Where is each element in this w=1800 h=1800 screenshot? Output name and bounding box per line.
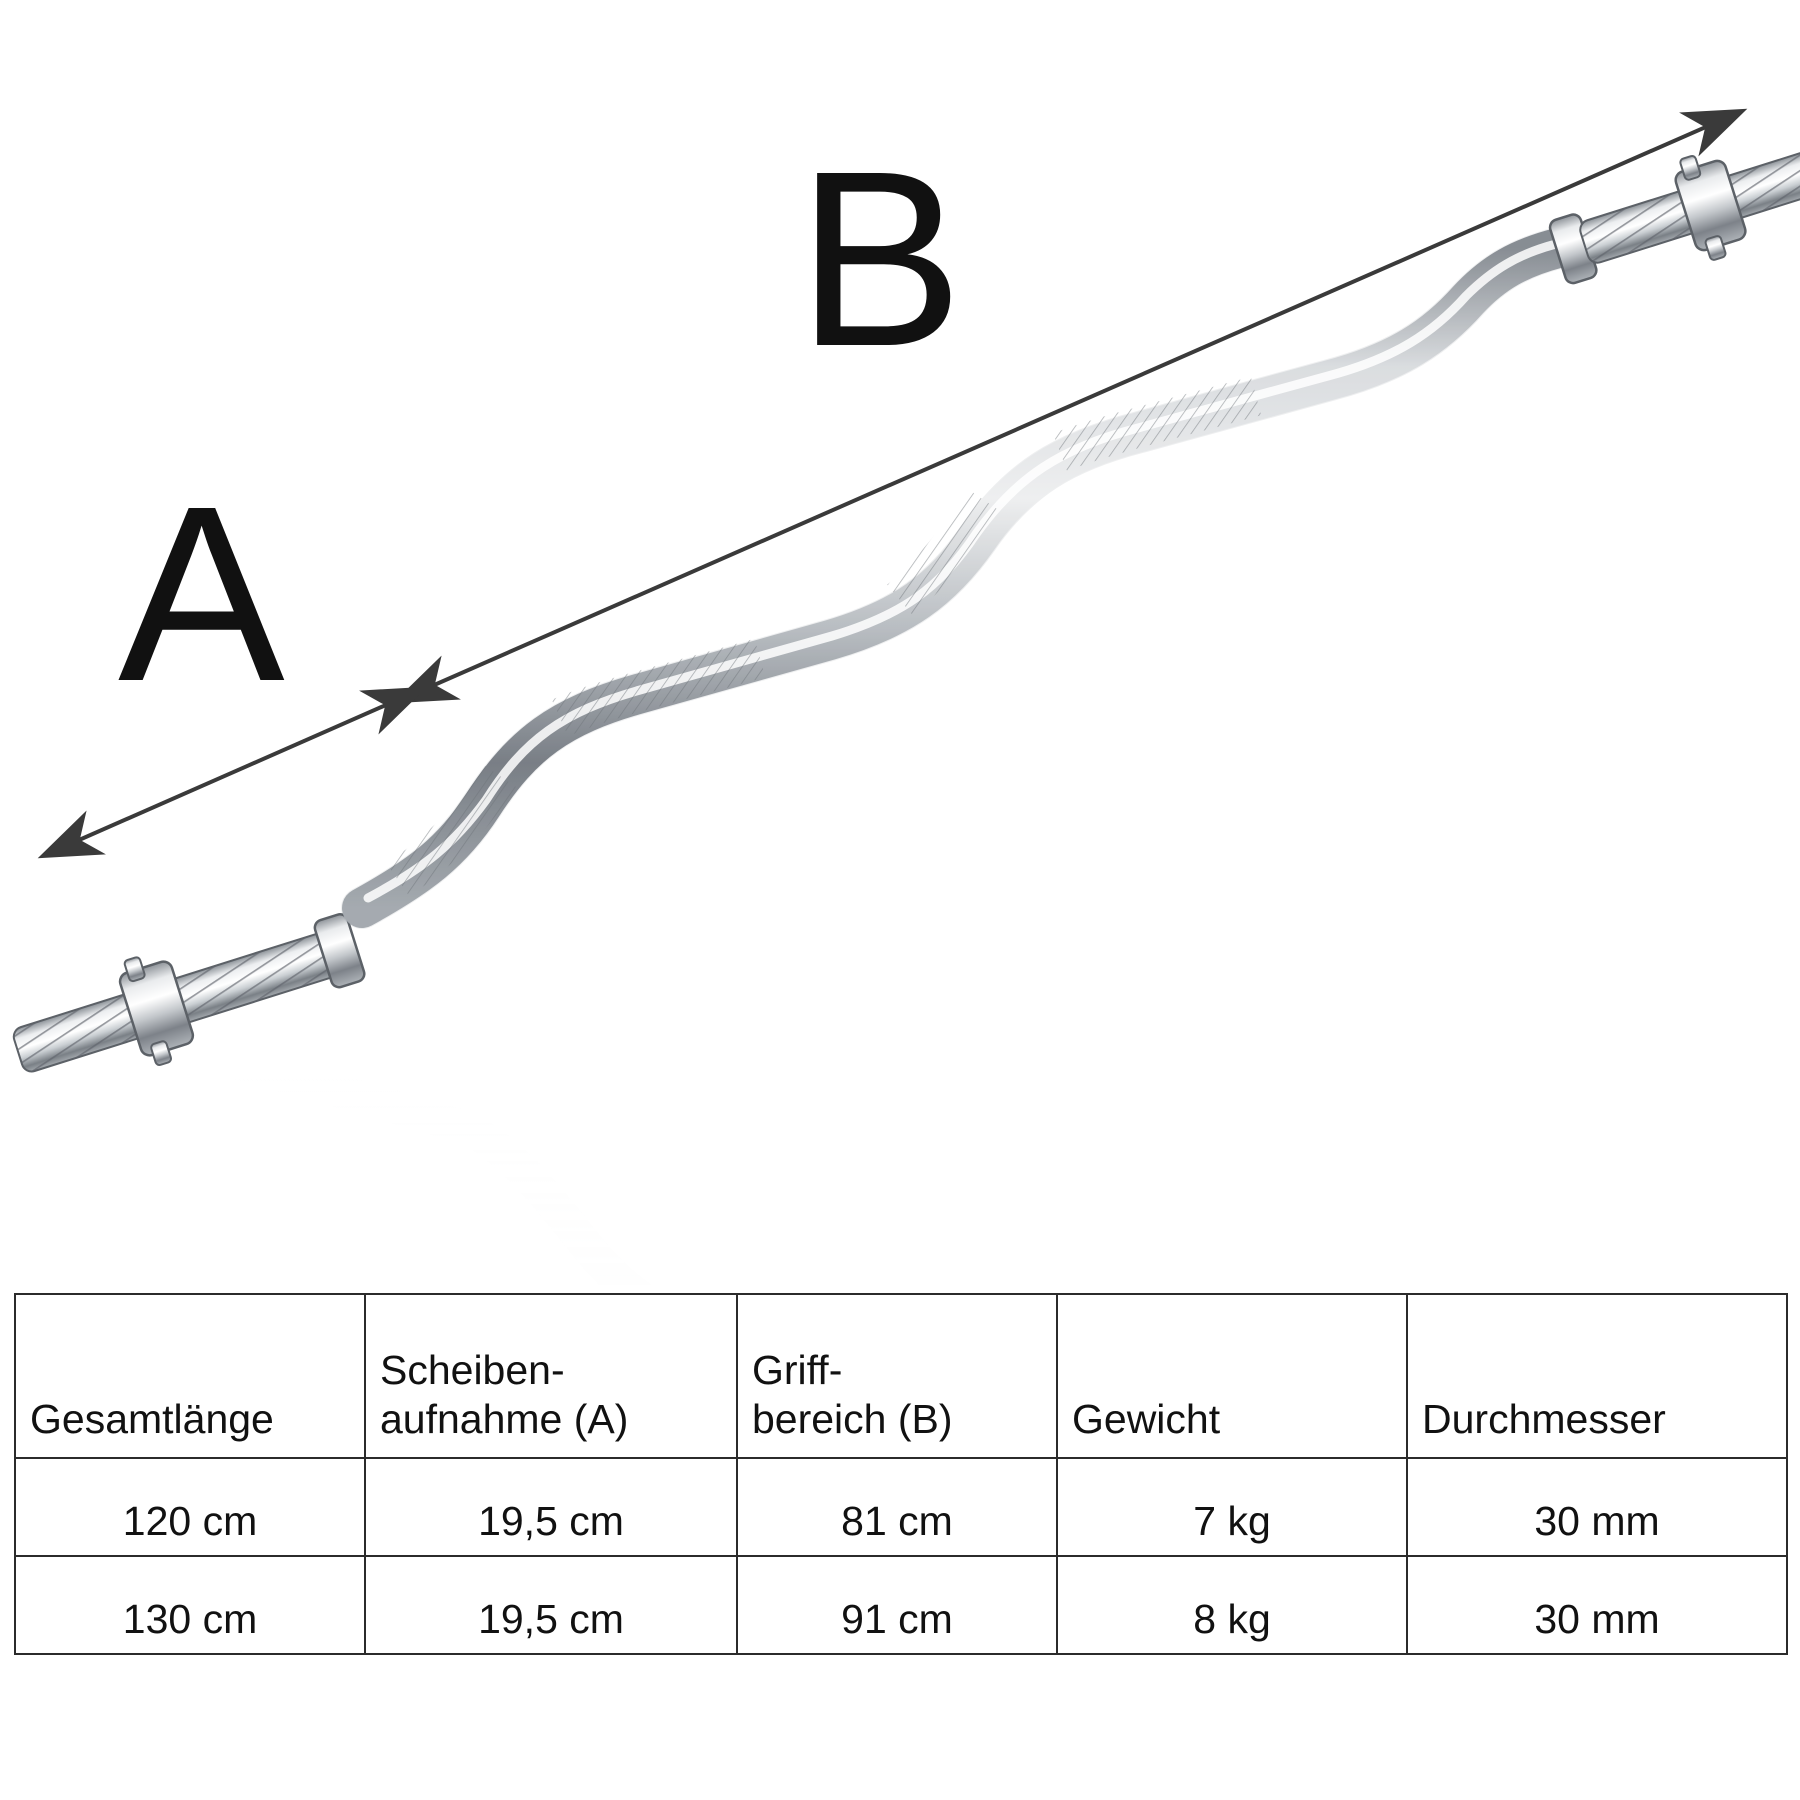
bar-reflection — [190, 1050, 1800, 1285]
table-header-row — [15, 1294, 1787, 1458]
dimension-line-b — [400, 112, 1740, 700]
bar-right-collar — [1670, 147, 1751, 264]
cell-scheibenaufnahme: 19,5 cm — [365, 1556, 737, 1654]
table-row — [15, 1458, 1787, 1556]
header-durchmesser — [1407, 1294, 1787, 1458]
header-line1: Gesamtlänge — [30, 1395, 274, 1442]
spec-table-container — [14, 1293, 1786, 1655]
cell-gewicht: 8 kg — [1057, 1556, 1407, 1654]
cell-griffbereich: 91 cm — [737, 1556, 1057, 1654]
cell-griffbereich: 81 cm — [737, 1458, 1057, 1556]
label-a: A — [118, 454, 285, 733]
label-b: B — [796, 119, 964, 398]
header-scheibenaufnahme — [365, 1294, 737, 1458]
cell-gewicht: 7 kg — [1057, 1458, 1407, 1556]
header-line2: aufnahme (A) — [380, 1395, 629, 1442]
header-gesamtlaenge — [15, 1294, 365, 1458]
header-gewicht — [1057, 1294, 1407, 1458]
cell-durchmesser: 30 mm — [1407, 1458, 1787, 1556]
cell-durchmesser: 30 mm — [1407, 1556, 1787, 1654]
header-line1: Griff- — [752, 1347, 843, 1394]
header-line2: bereich (B) — [752, 1395, 953, 1442]
table-row — [15, 1556, 1787, 1654]
cell-gesamtlaenge: 130 cm — [15, 1556, 365, 1654]
cell-scheibenaufnahme: 19,5 cm — [365, 1458, 737, 1556]
cell-gesamtlaenge: 120 cm — [15, 1458, 365, 1556]
header-line1: Durchmesser — [1422, 1395, 1666, 1442]
header-griffbereich — [737, 1294, 1057, 1458]
header-line1: Scheiben- — [380, 1347, 565, 1394]
header-line1: Gewicht — [1072, 1395, 1221, 1442]
spec-table — [14, 1293, 1788, 1655]
